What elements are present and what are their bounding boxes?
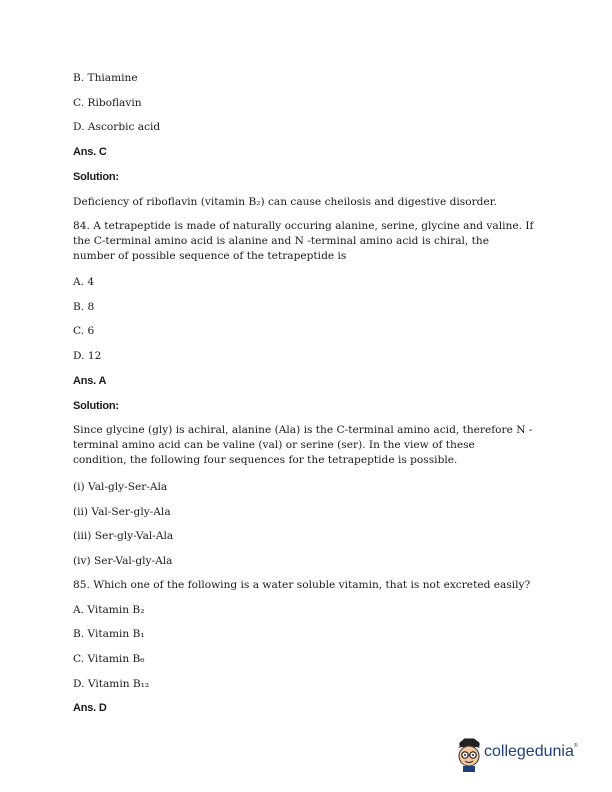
q84-solution-line: Since glycine (gly) is achiral, alanine (Ala) is the C-terminal amino acid, therefore N - [73, 424, 533, 436]
q85-option-d: D. Vitamin B₁₂ [73, 678, 150, 690]
q83-option-c: C. Riboflavin [73, 97, 142, 109]
q83-solution-label: Solution: [73, 171, 119, 183]
q83-solution-text: Deficiency of riboflavin (vitamin B₂) can cause cheilosis and digestive disorder. [73, 196, 497, 208]
q84-sequence-1: (i) Val-gly-Ser-Ala [73, 481, 168, 493]
q84-question-line: 84. A tetrapeptide is made of naturally occuring alanine, serine, glycine and valine. If [73, 220, 534, 232]
q84-sequence-3: (iii) Ser-gly-Val-Ala [73, 530, 174, 542]
q83-option-d: D. Ascorbic acid [73, 121, 161, 133]
q84-solution [73, 423, 543, 469]
q84-solution-line: condition, the following four sequences for the tetrapeptide is possible. [73, 454, 458, 467]
q84-option-d: D. 12 [73, 350, 102, 362]
mascot-icon [452, 734, 486, 774]
q84-question-line: the C-terminal amino acid is alanine and N -terminal amino acid is chiral, the [73, 235, 490, 248]
q84-sequence-4: (iv) Ser-Val-gly-Ala [73, 555, 173, 567]
q84-question-line: number of possible sequence of the tetrapeptide is [73, 250, 347, 263]
q85-answer: Ans. D [73, 702, 107, 714]
q85-option-b: B. Vitamin B₁ [73, 628, 145, 640]
q84-option-b: B. 8 [73, 301, 95, 313]
q84-question [73, 219, 543, 265]
q85-question: 85. Which one of the following is a water soluble vitamin, that is not excreted easily? [73, 579, 531, 591]
q84-option-a: A. 4 [73, 276, 95, 288]
q84-solution-line: terminal amino acid can be valine (val) or serine (ser). In the view of these [73, 439, 475, 452]
q84-answer: Ans. A [73, 375, 107, 387]
q84-option-c: C. 6 [73, 325, 95, 337]
q83-answer: Ans. C [73, 146, 107, 158]
q85-option-a: A. Vitamin B₂ [73, 604, 145, 616]
logo-wordmark: collegedunia [484, 743, 574, 760]
collegedunia-logo [452, 732, 588, 776]
q84-sequence-2: (ii) Val-Ser-gly-Ala [73, 506, 171, 518]
q83-option-b: B. Thiamine [73, 72, 138, 84]
registered-mark: ® [573, 743, 578, 749]
q84-solution-label: Solution: [73, 400, 119, 412]
q85-option-c: C. Vitamin B₆ [73, 653, 145, 665]
